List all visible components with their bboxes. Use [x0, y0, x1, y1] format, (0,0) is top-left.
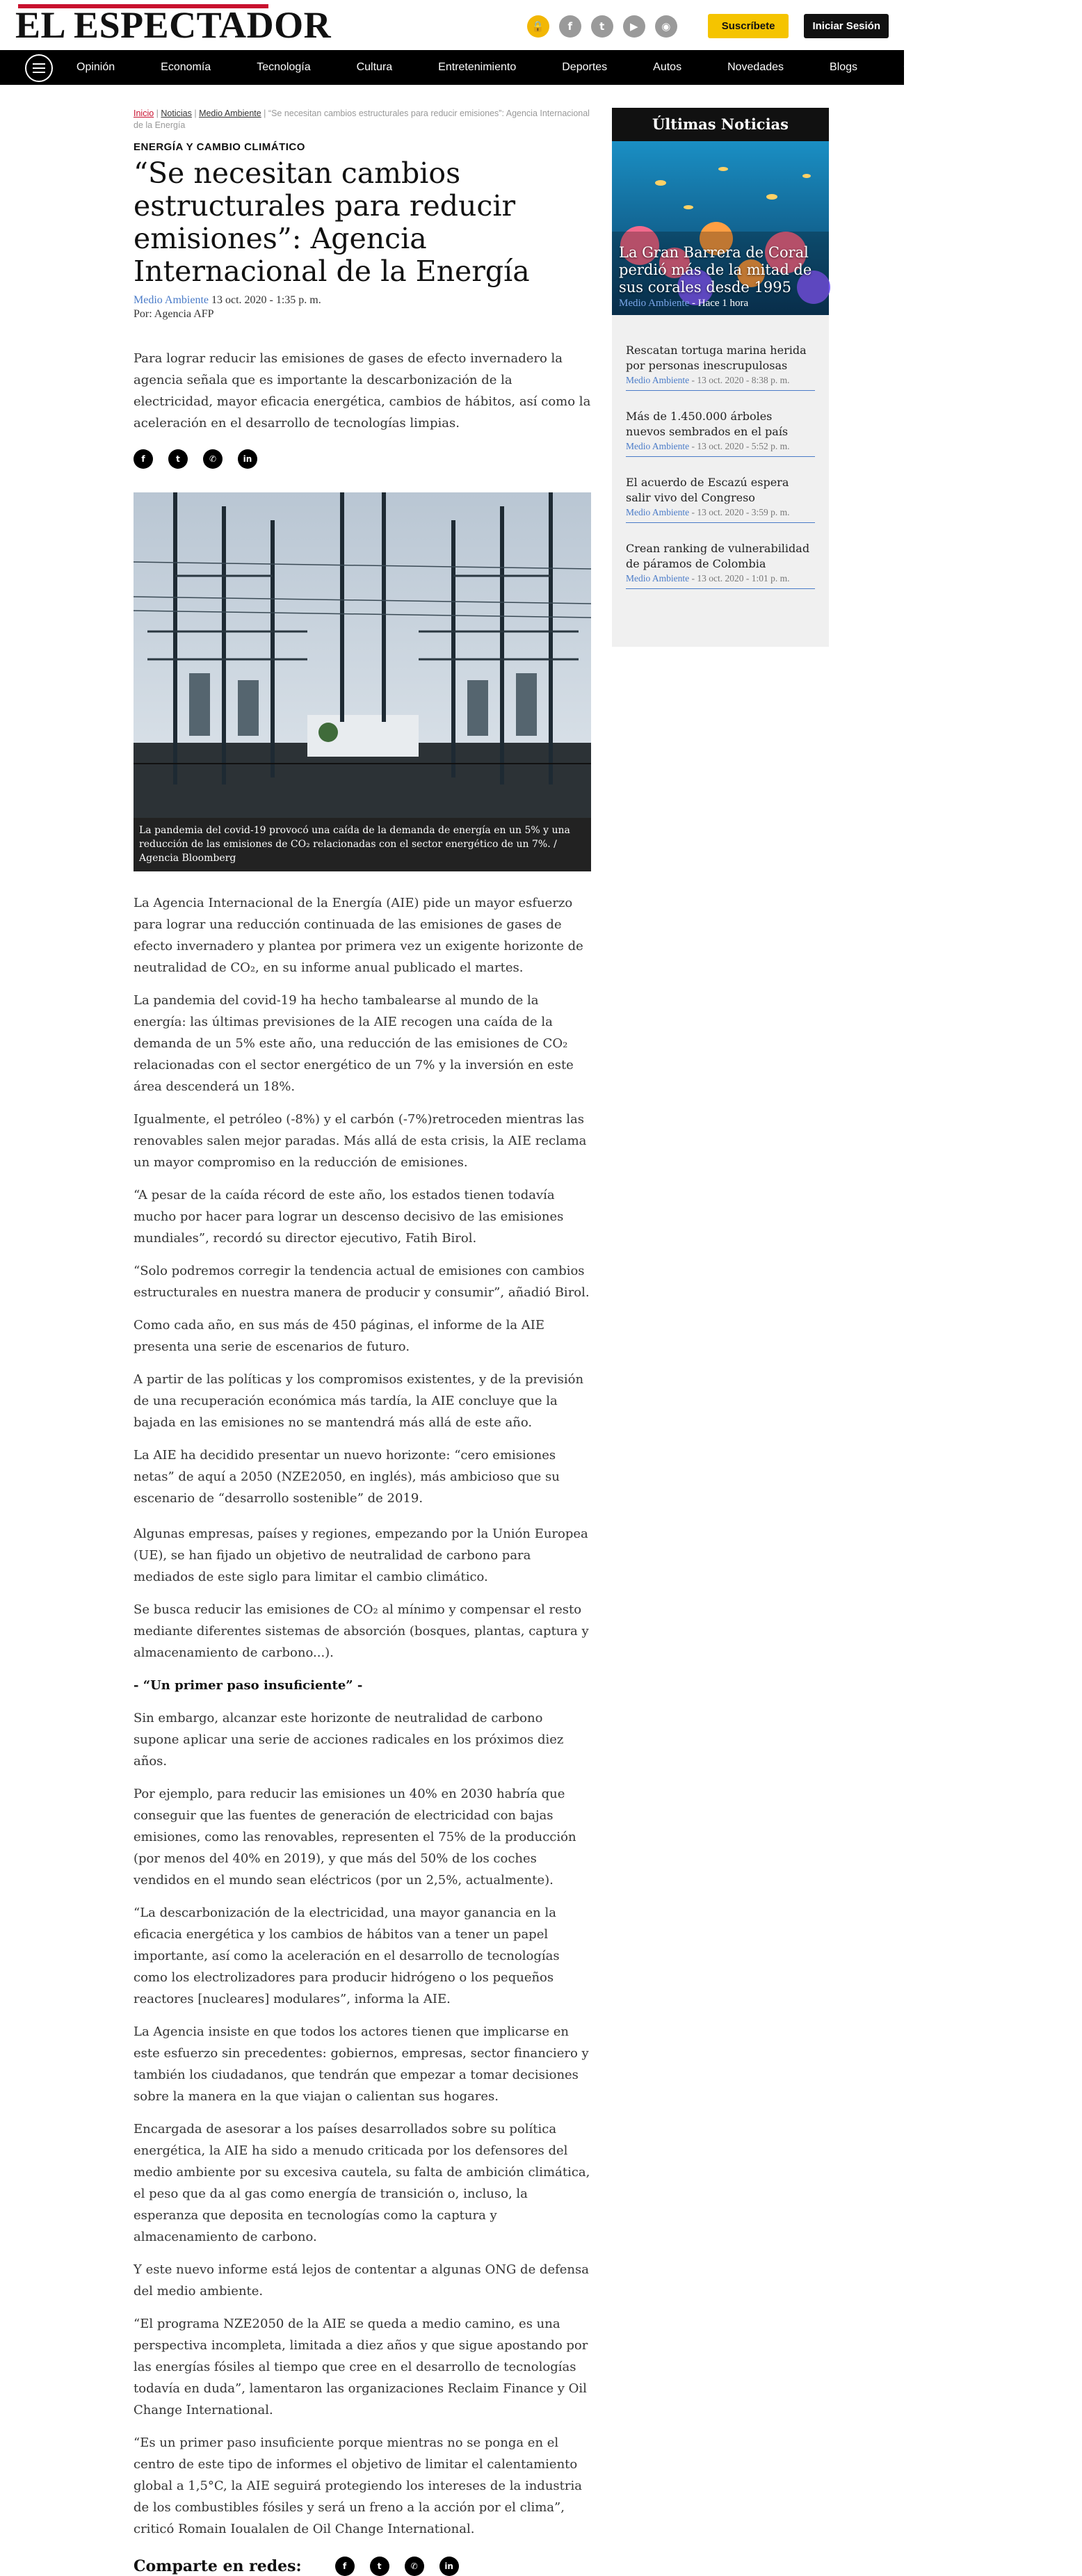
sidebar-news-item[interactable]: [626, 475, 815, 523]
sidebar-list: [612, 315, 829, 589]
sidebar-news-meta: [626, 507, 815, 518]
paragraph: “El programa NZE2050 de la AIE se queda a medio camino, es una perspectiva incompleta, limitada a diez años y que sigue apostando por las energías fósiles al tiempo que cree en el desarrollo de tecnologías todavía en duda”, lamentaron las organizaciones Reclaim Finance y Oil Change International.: [134, 2317, 588, 2417]
sidebar-news-date: - 13 oct. 2020 - 5:52 p. m.: [689, 441, 790, 451]
article-title: “Se necesitan cambios estructurales para reducir emisiones”: Agencia Internacional de la Energía: [134, 156, 530, 288]
sidebar-news-item[interactable]: [626, 409, 815, 457]
sidebar-feature-text: [619, 244, 822, 309]
paragraph: Sin embargo, alcanzar este horizonte de neutralidad de carbono supone aplicar una serie de acciones radicales en los próximos diez años.: [134, 1711, 564, 1769]
article-byline: Por: Agencia AFP: [134, 308, 214, 320]
menu-icon[interactable]: [25, 54, 53, 82]
facebook-icon[interactable]: f: [559, 15, 581, 38]
sidebar-news-title[interactable]: Crean ranking de vulnerabilidad de páramos de Colombia: [626, 542, 810, 570]
youtube-icon[interactable]: ▶: [623, 15, 645, 38]
breadcrumb: Inicio | Noticias | Medio Ambiente | “Se necesitan cambios estructurales para reducir emisiones”: Agencia Internacional de la Energía: [134, 108, 590, 130]
article-photo: [134, 492, 591, 818]
sidebar-news-item[interactable]: [626, 541, 815, 589]
article-lead: Para lograr reducir las emisiones de gases de efecto invernadero la agencia señala que es importante la descarbonización de la electricidad, mayor eficacia energética, cambios de hábitos, así como la aceleración en el desarrollo de tecnologías limpias.: [134, 351, 591, 430]
sidebar-news-category[interactable]: Medio Ambiente: [626, 573, 690, 583]
sidebar-news-item[interactable]: [626, 343, 815, 391]
article: [134, 108, 591, 2576]
sidebar-news-category[interactable]: Medio Ambiente: [626, 441, 690, 451]
nav-item-entretenimiento[interactable]: Entretenimiento: [438, 61, 517, 73]
sidebar-news-category[interactable]: Medio Ambiente: [626, 375, 690, 385]
sidebar-feature-title[interactable]: La Gran Barrera de Coral perdió más de la mitad de sus corales desde 1995: [619, 244, 812, 296]
sidebar-news-date: - 13 oct. 2020 - 1:01 p. m.: [689, 573, 790, 583]
substation-photo: [134, 492, 591, 818]
nav-item-cr[interactable]: Cr: [1024, 61, 1036, 73]
paragraph: Como cada año, en sus más de 450 páginas, el informe de la AIE presenta una serie de escenarios de futuro.: [134, 1318, 545, 1354]
paragraph: Se busca reducir las emisiones de CO₂ al mínimo y compensar el resto mediante diferentes sistemas de absorción (bosques, plantas, captura y almacenamiento de carbono...).: [134, 1602, 589, 1660]
latest-news-sidebar: [612, 108, 829, 647]
paragraph: La Agencia Internacional de la Energía (AIE) pide un mayor esfuerzo para lograr una reducción continuada de las emisiones de gases de efecto invernadero y plantea por primera vez un exigente horizonte de neutralidad de CO₂, en su informe anual publicado el martes.: [134, 896, 583, 975]
sidebar-news-meta: [626, 441, 815, 452]
image-caption: La pandemia del covid-19 provocó una caída de la demanda de energía en un 5% y una reducción de las emisiones de CO₂ relacionadas con el sector energético de un 7%. / Agencia Bloomberg: [134, 818, 591, 871]
login-button[interactable]: Iniciar Sesión: [804, 14, 889, 38]
nav-item-autos[interactable]: Autos: [653, 61, 682, 73]
paragraph: La AIE ha decidido presentar un nuevo horizonte: “cero emisiones netas” de aquí a 2050 (NZE2050, en inglés), más ambicioso que su escenario de “desarrollo sostenible” de 2019.: [134, 1448, 560, 1506]
paragraph: Encargada de asesorar a los países desarrollados sobre su política energética, la AIE ha sido a menudo criticada por los defensores del medio ambiente por su excesiva cautela, su falta de ambición climática, el peso que da al gas como energía de transición o, incluso, la esperanza que deposita en tecnologías como la captura y almacenamiento de carbono.: [134, 2122, 590, 2244]
sidebar-news-meta: [626, 573, 815, 584]
article-date: 13 oct. 2020 - 1:35 p. m.: [211, 294, 321, 306]
site-logo[interactable]: EL ESPECTADOR: [15, 4, 332, 46]
paragraph: La Agencia insiste en que todos los actores tienen que implicarse en este esfuerzo sin precedentes: gobiernos, empresas, sector financiero y también los ciudadanos, que tendrán que empezar a tomar decisiones sobre la manera en la que viajan o calientan sus hogares.: [134, 2024, 589, 2104]
subscribe-button[interactable]: Suscríbete: [708, 14, 789, 38]
sidebar-news-meta: [626, 375, 815, 386]
paragraph: “La descarbonización de la electricidad, una mayor ganancia en la eficacia energética y los cambios de hábitos van a tener un papel importante, así como la aceleración en el desarrollo de tecnologías como los electrolizadores para producir hidrógeno o los pequeños reactores [nucleares] modulares”, informa la AIE.: [134, 1906, 560, 2006]
sidebar-news-title[interactable]: El acuerdo de Escazú espera salir vivo del Congreso: [626, 476, 789, 504]
nav-items: [76, 50, 1082, 85]
article-figure: [134, 492, 591, 871]
article-body: [134, 892, 591, 2540]
nav-item-cultura[interactable]: Cultura: [356, 61, 393, 73]
breadcrumb-section[interactable]: Medio Ambiente: [199, 108, 261, 118]
sidebar-feature-meta: [619, 298, 822, 309]
twitter-icon[interactable]: t: [168, 449, 188, 469]
paragraph: Igualmente, el petróleo (-8%) y el carbón (-7%)retroceden mientras las renovables salen mejor paradas. Más allá de esta crisis, la AIE reclama un mayor compromiso en la reducción de emisiones.: [134, 1112, 587, 1170]
sidebar-news-title[interactable]: Rescatan tortuga marina herida por personas inescrupulosas: [626, 344, 807, 372]
paragraph: A partir de las políticas y los compromisos existentes, y de la previsión de una recuperación económica más tardía, la AIE concluye que la bajada en las emisiones no se mantendrá más allá de este año.: [134, 1372, 584, 1430]
instagram-icon[interactable]: ◉: [655, 15, 677, 38]
nav-item-opinion[interactable]: Opinión: [76, 61, 115, 73]
nav-item-novedades[interactable]: Novedades: [727, 61, 784, 73]
nav-item-colombia-2020[interactable]: Colombia 2020: [903, 61, 978, 73]
sidebar-heading: Últimas Noticias: [612, 108, 829, 141]
paragraph: Y este nuevo informe está lejos de contentar a algunas ONG de defensa del medio ambiente.: [134, 2262, 589, 2299]
share-label: Comparte en redes:: [134, 2557, 302, 2575]
facebook-icon[interactable]: f: [134, 449, 153, 469]
nav-item-economia[interactable]: Economía: [161, 61, 211, 73]
linkedin-icon[interactable]: in: [439, 2557, 459, 2576]
sidebar-news-category[interactable]: Medio Ambiente: [626, 507, 690, 517]
nav-item-tecnologia[interactable]: Tecnología: [257, 61, 311, 73]
whatsapp-icon[interactable]: ✆: [405, 2557, 424, 2576]
paragraph: “Es un primer paso insuficiente porque mientras no se ponga en el centro de este tipo de informes el objetivo de limitar el calentamiento global a 1,5°C, la AIE seguirá protegiendo los intereses de la industria de los combustibles fósiles y será un freno a la acción por el clima”, criticó Romain Ioualalen de Oil Change International.: [134, 2436, 582, 2536]
article-meta: [134, 293, 591, 321]
sidebar-feature-time: - Hace 1 hora: [689, 298, 749, 309]
sidebar-news-date: - 13 oct. 2020 - 8:38 p. m.: [689, 375, 790, 385]
breadcrumb-home[interactable]: Inicio: [134, 108, 154, 118]
breadcrumb-current: “Se necesitan cambios estructurales para reducir emisiones”: Agencia Internacional de la Energía: [134, 108, 590, 130]
paragraph: Por ejemplo, para reducir las emisiones un 40% en 2030 habría que conseguir que las fuentes de generación de electricidad con bajas emisiones, como las renovables, representen el 75% de la producción (por menos del 40% en 2019), y que más del 50% de los coches vendidos en el mundo sean eléctricos (por un 2,5%, actualmente).: [134, 1787, 576, 1887]
sidebar-news-title[interactable]: Más de 1.450.000 árboles nuevos sembrados en el país: [626, 410, 789, 438]
nav-item-blogs[interactable]: Blogs: [830, 61, 858, 73]
share-row-bottom: [134, 2557, 591, 2576]
sidebar-news-date: - 13 oct. 2020 - 3:59 p. m.: [689, 507, 790, 517]
paragraph: “A pesar de la caída récord de este año, los estados tienen todavía mucho por hacer para lograr un descenso decisivo de las emisiones mundiales”, recordó su director ejecutivo, Fatih Birol.: [134, 1188, 564, 1246]
twitter-icon[interactable]: t: [591, 15, 613, 38]
paragraph: Algunas empresas, países y regiones, empezando por la Unión Europea (UE), se han fijado un objetivo de neutralidad de carbono para mediados de este siglo para limitar el cambio climático.: [134, 1527, 588, 1584]
twitter-icon[interactable]: t: [370, 2557, 389, 2576]
linkedin-icon[interactable]: in: [238, 449, 257, 469]
main-nav: [0, 50, 1036, 85]
header-actions: [527, 14, 889, 38]
lock-icon[interactable]: 🔒: [527, 15, 549, 38]
paragraph: La pandemia del covid-19 ha hecho tambalearse al mundo de la energía: las últimas previsiones de la AIE recogen una caída de la demanda de un 5% este año, una reducción de las emisiones de CO₂ relacionadas con el sector energético de un 7% y la inversión en este área descenderá un 18%.: [134, 993, 574, 1094]
nav-item-deportes[interactable]: Deportes: [562, 61, 608, 73]
paragraph: “Solo podremos corregir la tendencia actual de emisiones con cambios estructurales en nuestra manera de producir y consumir”, añadió Birol.: [134, 1264, 590, 1300]
whatsapp-icon[interactable]: ✆: [203, 449, 223, 469]
share-row-top: [134, 449, 591, 469]
section-tag[interactable]: ENERGÍA Y CAMBIO CLIMÁTICO: [134, 141, 305, 153]
sidebar-feature[interactable]: [612, 141, 829, 315]
sidebar-feature-category[interactable]: Medio Ambiente: [619, 298, 690, 309]
subheading: - “Un primer paso insuficiente” -: [134, 1678, 363, 1693]
facebook-icon[interactable]: f: [335, 2557, 355, 2576]
site-header: [0, 0, 904, 50]
breadcrumb-news[interactable]: Noticias: [161, 108, 192, 118]
article-category[interactable]: Medio Ambiente: [134, 294, 209, 306]
